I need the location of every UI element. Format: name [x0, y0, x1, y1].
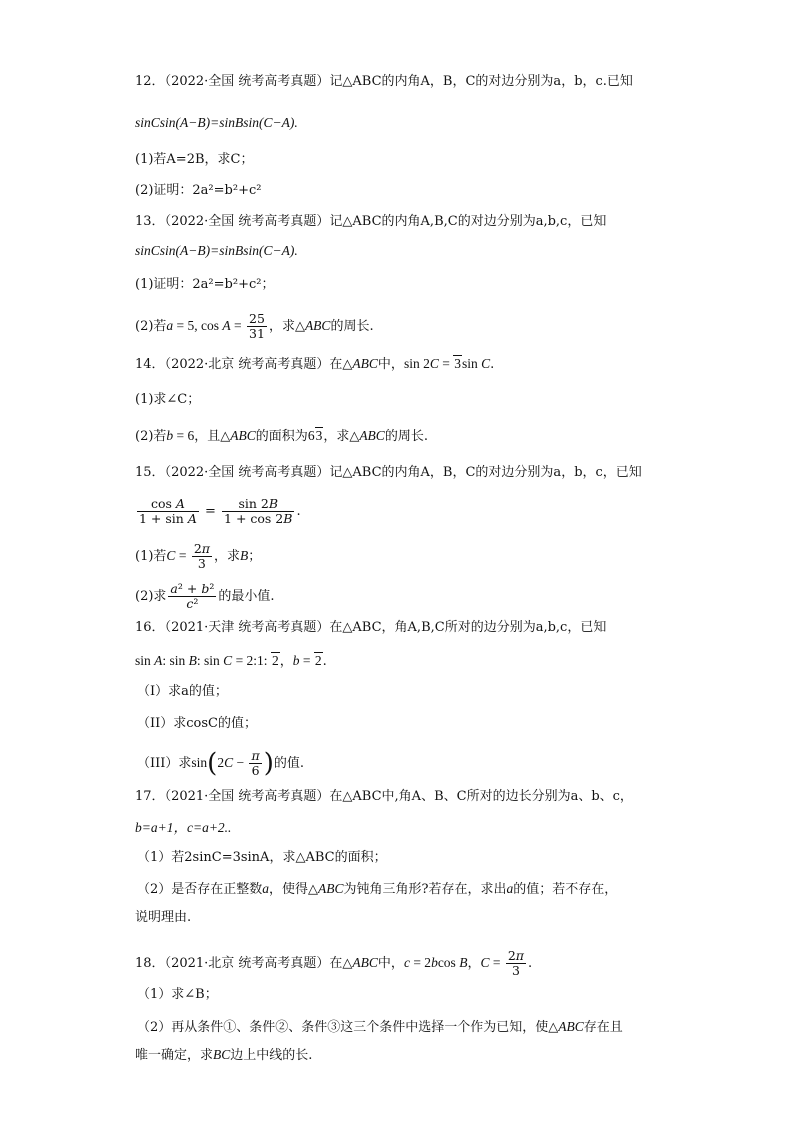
problem-18-part-2-line-1: （2）再从条件①、条件②、条件③这三个条件中选择一个作为已知，使△ABC存在且 [137, 1019, 623, 1035]
fraction-pi-6: $\frac{\pi}{6}$ [251, 748, 260, 778]
problem-12-part-1: (1)若A=2B，求C； [135, 152, 254, 167]
problem-13-part-1: (1)证明：2a²=b²+c²； [135, 277, 275, 292]
problem-16-condition: sin A: sin B: sin C = 2:1: 2，b = 2. [135, 653, 327, 669]
problem-16-heading: 16．（2021·天津 统考高考真题）在△ABC，角A,B,C所对的边分别为a,b,c，已知 [135, 620, 607, 635]
problem-17-heading: 17．（2021·全国 统考高考真题）在△ABC中,角A、B、C所对的边长分别为a、b、c， [135, 789, 633, 804]
problem-18-part-1: （1）求∠B； [137, 987, 218, 1002]
fraction-2pi-3: $\frac{2\pi}{3}$ [193, 541, 210, 571]
problem-16-part-2: （II）求cosC的值； [137, 716, 257, 731]
problem-14-part-1: (1)求∠C； [135, 392, 201, 407]
problem-12-heading: 12．（2022·全国 统考高考真题）记△ABC的内角A，B，C的对边分别为a，b，c.已知 [135, 74, 633, 89]
problem-12-condition: sinCsin(A−B)=sinBsin(C−A). [135, 115, 298, 130]
problem-15-condition: $\frac{\text{cos A}}{\text{1 + sin A}}$ = $\frac{\sin 2B}{1 + \cos 2B}$ . [139, 496, 301, 526]
fraction-sin2B: $\frac{\sin 2B}{1 + \cos 2B}$ [224, 496, 293, 526]
problem-13-part-2: (2)若a = 5, cos A = $\frac{25}{31}$ ，求△ABC的周长. [135, 311, 374, 341]
problem-17-condition: b=a+1，c=a+2.. [135, 820, 232, 835]
problem-17-part-2-line-1: （2）是否存在正整数a，使得△ABC为钝角三角形?若存在，求出a的值；若不存在， [137, 881, 618, 897]
problem-14-part-2: (2)若b = 6，且△ABC的面积为63，求△ABC的周长. [135, 428, 428, 444]
problem-16-part-1: （I）求a的值； [137, 684, 228, 699]
fraction-2pi-3-b: $\frac{2\pi}{3}$ [507, 948, 525, 978]
problem-16-part-3: （III）求sin(2C − $\frac{\pi}{6}$ )的值. [137, 748, 304, 779]
problem-13-condition: sinCsin(A−B)=sinBsin(C−A). [135, 243, 298, 258]
problem-15-heading: 15．（2022·全国 统考高考真题）记△ABC的内角A，B，C的对边分别为a，b，c，已知 [135, 465, 642, 480]
problem-17-part-2-line-2: 说明理由. [135, 910, 192, 925]
problem-13-heading: 13．（2022·全国 统考高考真题）记△ABC的内角A,B,C的对边分别为a,b,c，已知 [135, 214, 607, 229]
problem-15-part-2: (2)求 $\frac{\text{a² + b²}}{\text{c²}}$ 的最小值. [135, 581, 275, 611]
problem-17-part-1: （1）若2sinC=3sinA，求△ABC的面积； [137, 850, 387, 865]
problem-12-part-2: (2)证明：2a²=b²+c² [135, 183, 262, 198]
fraction-a2b2-c2: $\frac{\text{a² + b²}}{\text{c²}}$ [170, 581, 215, 611]
problem-14-heading: 14．（2022·北京 统考高考真题）在△ABC中，sin 2C = 3sin C. [135, 356, 495, 372]
problem-18-heading: 18．（2021·北京 统考高考真题）在△ABC中，c = 2bcos B，C = $\frac{2\pi}{3}$ . [135, 948, 533, 978]
fraction-25-31: $\frac{25}{31}$ [249, 311, 265, 341]
fraction-cosA: $\frac{\text{cos A}}{\text{1 + sin A}}$ [139, 496, 197, 526]
problem-18-part-2-line-2: 唯一确定，求BC边上中线的长. [135, 1047, 313, 1063]
problem-15-part-1: (1)若C = $\frac{2\pi}{3}$ ，求B； [135, 541, 262, 571]
